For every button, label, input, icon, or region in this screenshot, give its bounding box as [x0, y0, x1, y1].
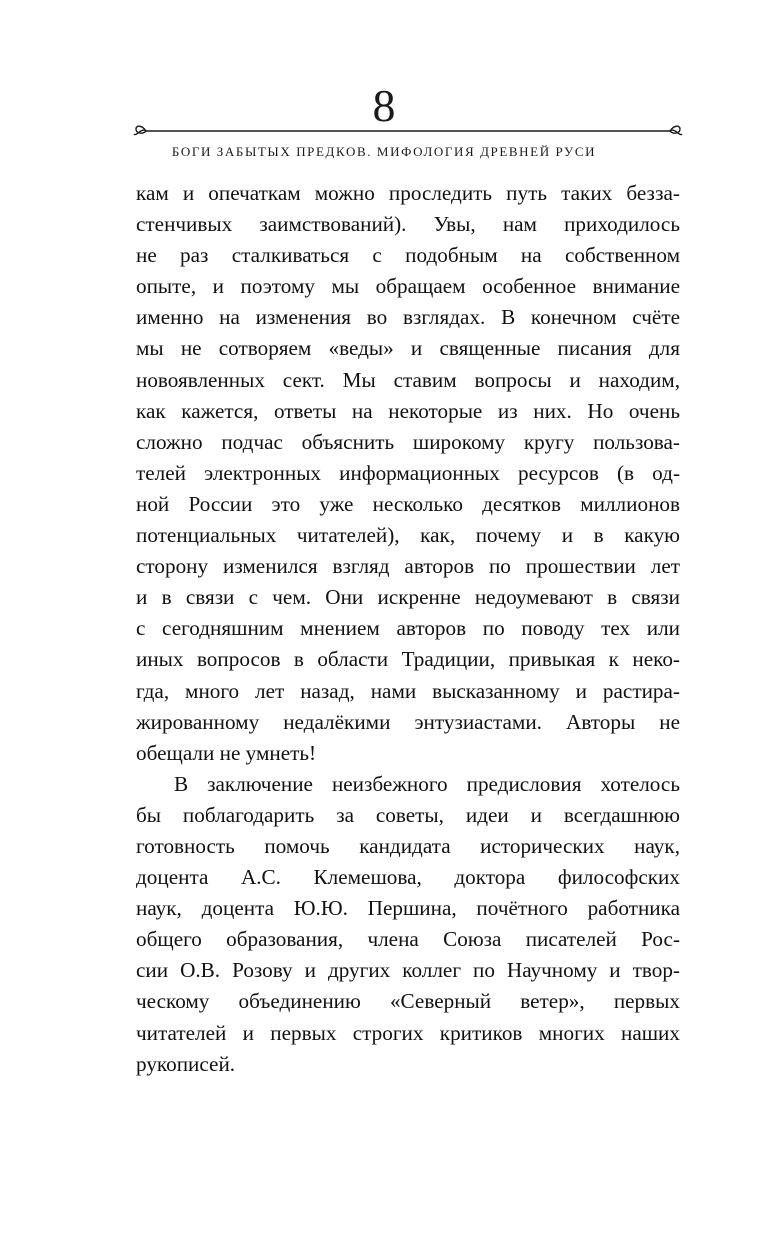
- text-line: читателей и первых строгих критиков многих наших: [136, 1020, 680, 1045]
- text-line: рукописей.: [136, 1051, 236, 1076]
- text-line: сторону изменился взгляд авторов по прошествии лет: [136, 554, 680, 579]
- text-line: потенциальных читателей), как, почему и в какую: [136, 523, 680, 548]
- text-line: опыте, и поэтому мы обращаем особенное внимание: [136, 274, 680, 299]
- text-line: и в связи с чем. Они искренне недоумевают в связи: [136, 585, 680, 610]
- text-line: жированному недалёкими энтузиастами. Авторы не: [136, 709, 680, 734]
- body-text: [136, 178, 680, 1080]
- text-line: как кажется, ответы на некоторые из них. Но очень: [136, 398, 680, 423]
- text-line: кам и опечаткам можно проследить путь таких безза-: [136, 181, 680, 205]
- text-line: именно на изменения во взглядах. В конечном счёте: [136, 305, 680, 330]
- text-line: доцента А.С. Клемешова, доктора философских: [136, 865, 680, 890]
- text-line: обещали не умнеть!: [136, 740, 317, 765]
- text-line: мы не сотворяем «веды» и священные писания для: [136, 336, 680, 361]
- text-line: В заключение неизбежного предисловия хотелось: [174, 771, 680, 796]
- text-line: ной России это уже несколько десятков миллионов: [136, 491, 680, 516]
- text-line: новоявленных сект. Мы ставим вопросы и находим,: [136, 367, 680, 392]
- text-line: сии О.В. Розову и других коллег по Научному и твор-: [136, 958, 680, 983]
- paragraph: [136, 769, 680, 1080]
- text-line: бы поблагодарить за советы, идеи и всегдашнюю: [136, 802, 680, 827]
- paragraph: [136, 178, 680, 769]
- page-number: 8: [372, 80, 396, 131]
- text-line: готовность помочь кандидата исторических наук,: [136, 833, 680, 858]
- text-line: общего образования, члена Союза писателей Рос-: [136, 927, 680, 952]
- text-line: ческому объединению «Северный ветер», первых: [136, 989, 680, 1014]
- text-line: наук, доцента Ю.Ю. Першина, почётного работника: [136, 896, 680, 921]
- text-line: с сегодняшним мнением авторов по поводу тех или: [136, 616, 680, 641]
- text-line: гда, много лет назад, нами высказанному и растира-: [136, 678, 680, 703]
- running-head: БОГИ ЗАБЫТЫХ ПРЕДКОВ. МИФОЛОГИЯ ДРЕВНЕЙ РУСИ: [171, 144, 597, 159]
- text-line: не раз сталкиваться с подобным на собственном: [136, 243, 680, 268]
- text-line: стенчивых заимствований). Увы, нам приходилось: [136, 212, 680, 237]
- text-line: телей электронных информационных ресурсов (в од-: [136, 460, 680, 485]
- text-line: иных вопросов в области Традиции, привыкая к неко-: [136, 647, 680, 672]
- text-line: сложно подчас объяснить широкому кругу пользова-: [136, 429, 680, 454]
- flourish-rule-icon: [132, 122, 684, 140]
